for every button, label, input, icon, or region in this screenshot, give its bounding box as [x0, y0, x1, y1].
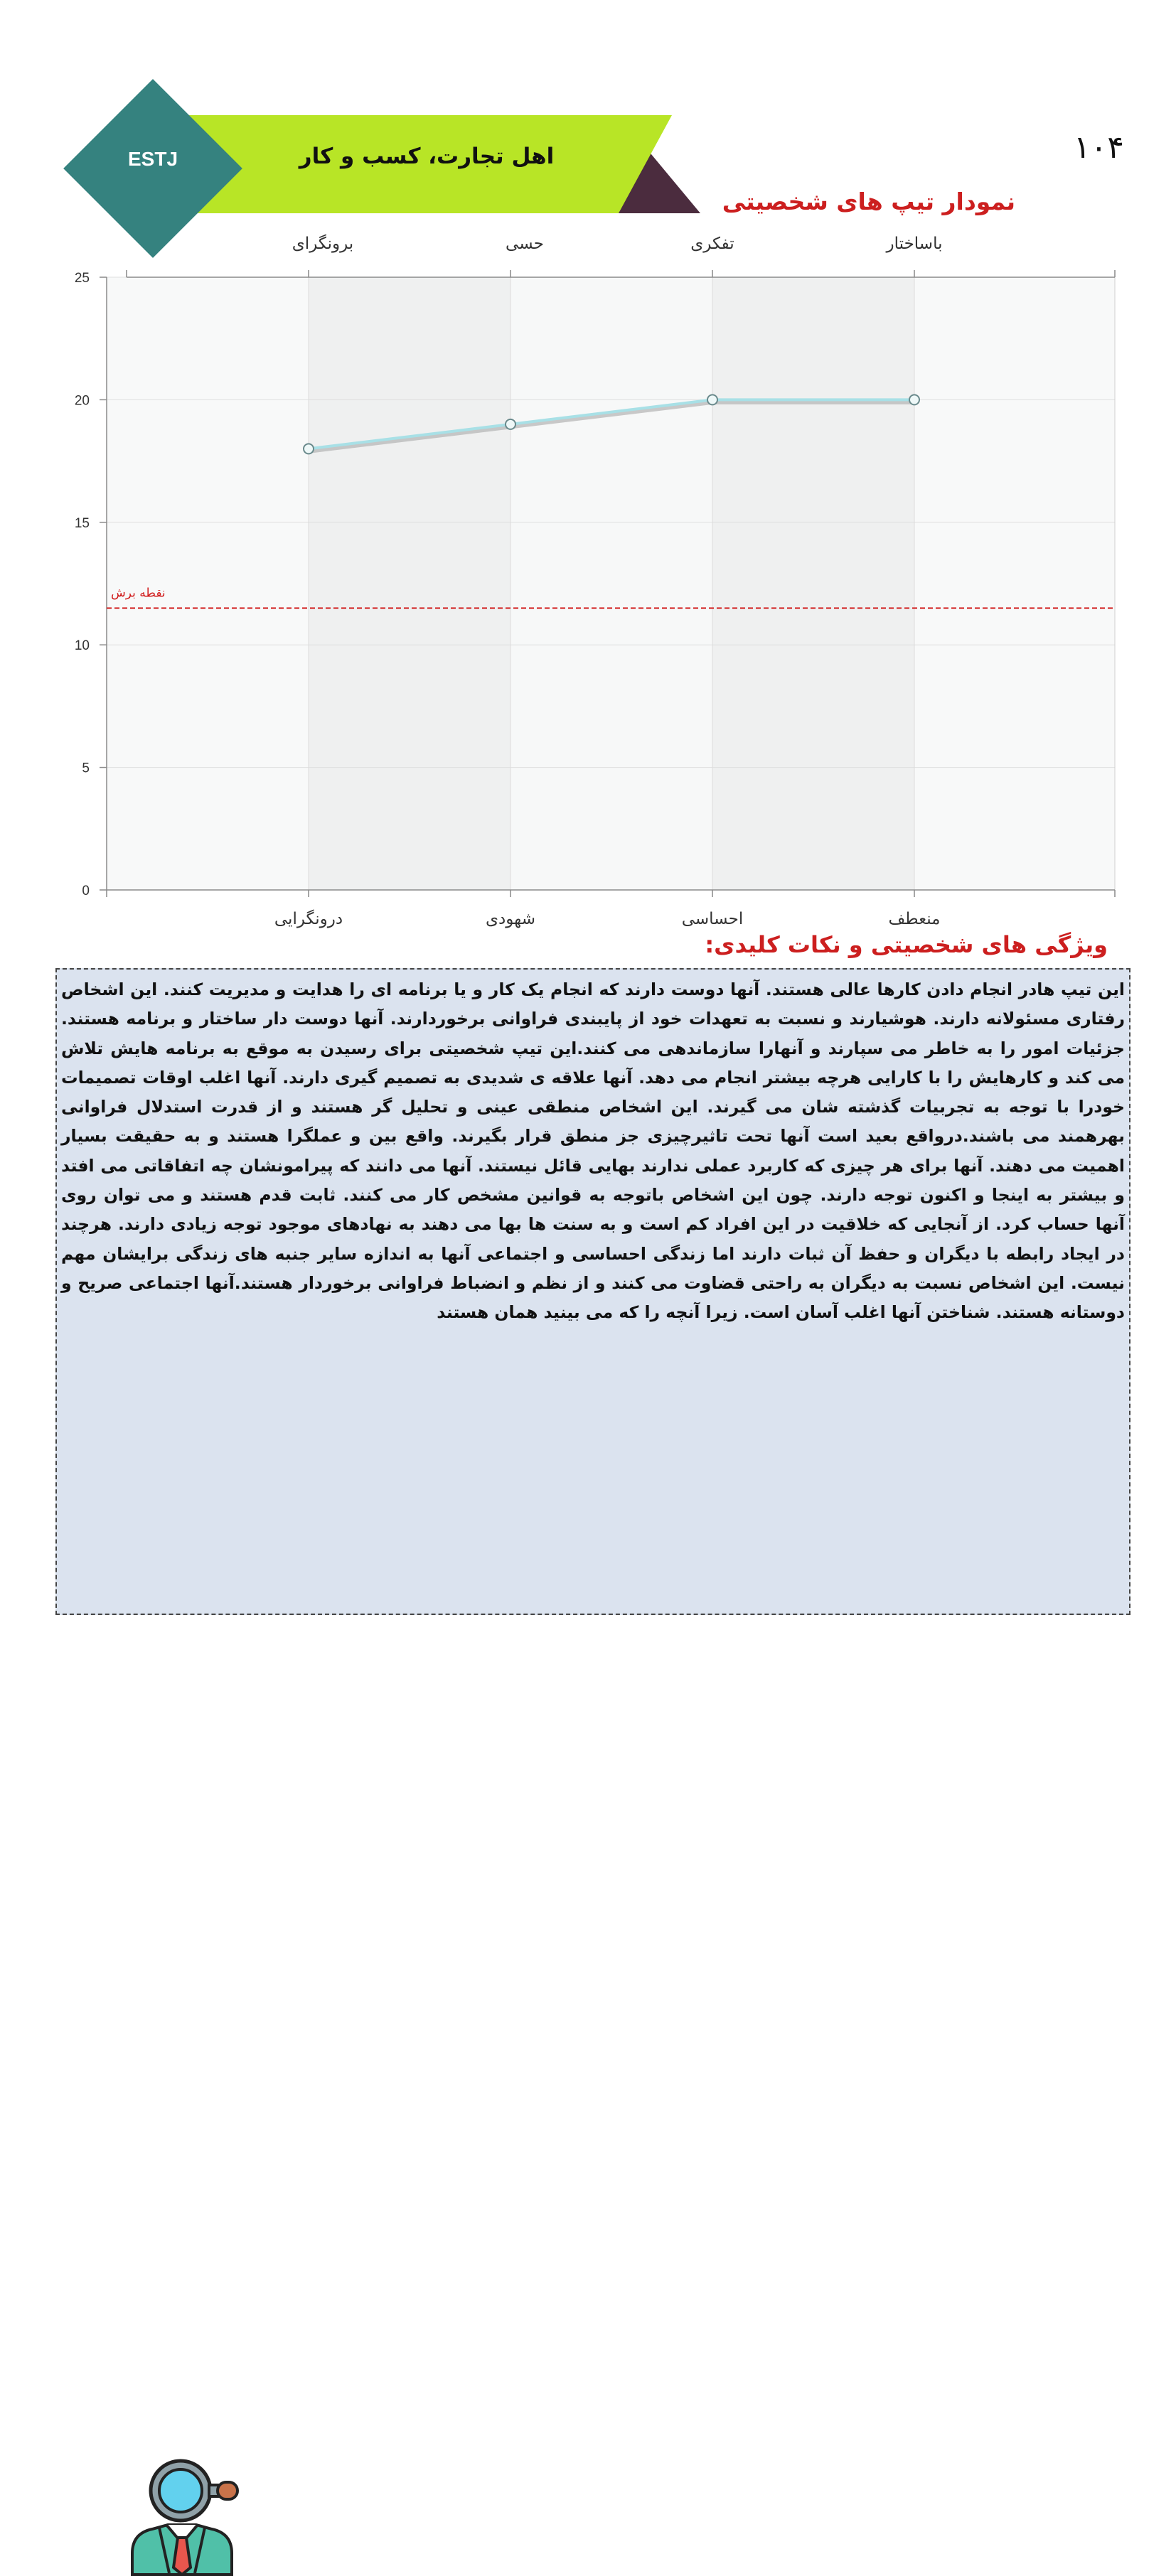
investigator-person-icon: [125, 2454, 239, 2576]
page-number: ۱۰۴: [1074, 129, 1124, 166]
description-text: [61, 975, 1125, 1328]
data-point: [304, 444, 314, 454]
cutoff-label: نقطه برش: [111, 586, 166, 601]
data-point: [707, 395, 717, 404]
description-paragraph: این تیپ هادر انجام دادن کارها عالی هستند. آنها دوست دارند که انجام یک کار و یا برنامه ای را هدایت و مدیریت کنند. این اشخاص رفتاری مسئولانه دارند. هوشیارند و نسبت به تعهدات خود از پایبندی فراوانی برخوردارند. آنها دوست دار ساختار و برنامه هستند. جزئیات امور را به خاطر می سپارند و آنهارا سازماندهی می کنند.این تیپ شخصیتی برای رسیدن به موقع به برنامه هایش تلاش می کند و کارهایش را با کارایی هرچه بیشتر انجام می دهد. آنها علاقه ی شدیدی به تصمیم گیری دارند. آنها اغلب اوقات تصمیمات خودرا با توجه به تجربیات گذشته شان می گیرند. این اشخاص منطقی عینی و تحلیل گر هستند و از قدرت استدلال فراوانی بهرهمند می باشند.درواقع بعید است آنها تحت تاثیرچیزی جز منطق قرار بگیرند. واقع بین و عملگرا هستند و به حقیقت بسیار اهمیت می دهند. آنها برای هر چیزی که کاربرد عملی ندارند بهایی قائل نیستند. آنها می دانند که پیرامونشان چه اتفاقاتی می افتد و بیشتر به اینجا و اکنون توجه دارند. چون این اشخاص باتوجه به قوانین مشخص کار می کنند. ثابت قدم هستند و می توان روی آنها حساب کرد. از آنجایی که خلاقیت در این افراد کم است و به سنت ها بها می دهند به نهادهای موجود توجه زیادی دارند. هرچند در ایجاد رابطه با دیگران و حفظ آن ثبات دارند اما زندگی احساسی و اجتماعی آنها به اندازه سایر جنبه های زندگی برایشان مهم نیست. این اشخاص نسبت به دیگران به راحتی قضاوت می کنند و از نظم و انضباط فراوانی برخوردار هستند.آنها اجتماعی صریح و دوستانه هستند. شناختن آنها اغلب آسان است. زیرا آنچه را که می بینید همان هستند: [61, 980, 1125, 1323]
y-tick-label: 10: [74, 638, 90, 654]
plot-band-5: [914, 277, 1115, 890]
top-category-label: تفکری: [690, 235, 734, 253]
y-tick-label: 15: [74, 515, 90, 531]
y-tick-label: 5: [82, 761, 90, 776]
top-category-label: برونگرای: [292, 235, 354, 253]
top-category-label: حسی: [506, 235, 544, 253]
magnifier-lens: [159, 2469, 202, 2512]
plot-band-3: [511, 277, 712, 890]
y-tick-label: 25: [74, 271, 90, 286]
magnifier-handle: [218, 2482, 237, 2499]
x-category-label: احساسی: [681, 910, 744, 928]
x-category-label: منعطف: [888, 910, 941, 928]
y-tick-label: 0: [82, 884, 90, 898]
top-category-label: باساختار: [886, 235, 943, 253]
plot-band-1: [107, 277, 309, 890]
data-point: [506, 419, 515, 429]
plot-band-4: [712, 277, 914, 890]
plot-band-2: [309, 277, 511, 890]
data-point: [909, 395, 919, 404]
section-title: ویژگی های شخصیتی و نکات کلیدی:: [705, 931, 1108, 958]
y-tick-label: 20: [74, 393, 90, 409]
person-tie: [173, 2538, 191, 2575]
x-category-label: درونگرایی: [274, 910, 343, 928]
header-title: اهل تجارت، کسب و کار: [299, 144, 555, 169]
description-box: [55, 968, 1130, 1615]
chart-title: نمودار تیپ های شخصیتی: [722, 188, 1015, 215]
type-badge-label: ESTJ: [127, 148, 178, 170]
personality-line-chart: [0, 0, 1176, 938]
x-category-label: شهودی: [486, 910, 535, 928]
